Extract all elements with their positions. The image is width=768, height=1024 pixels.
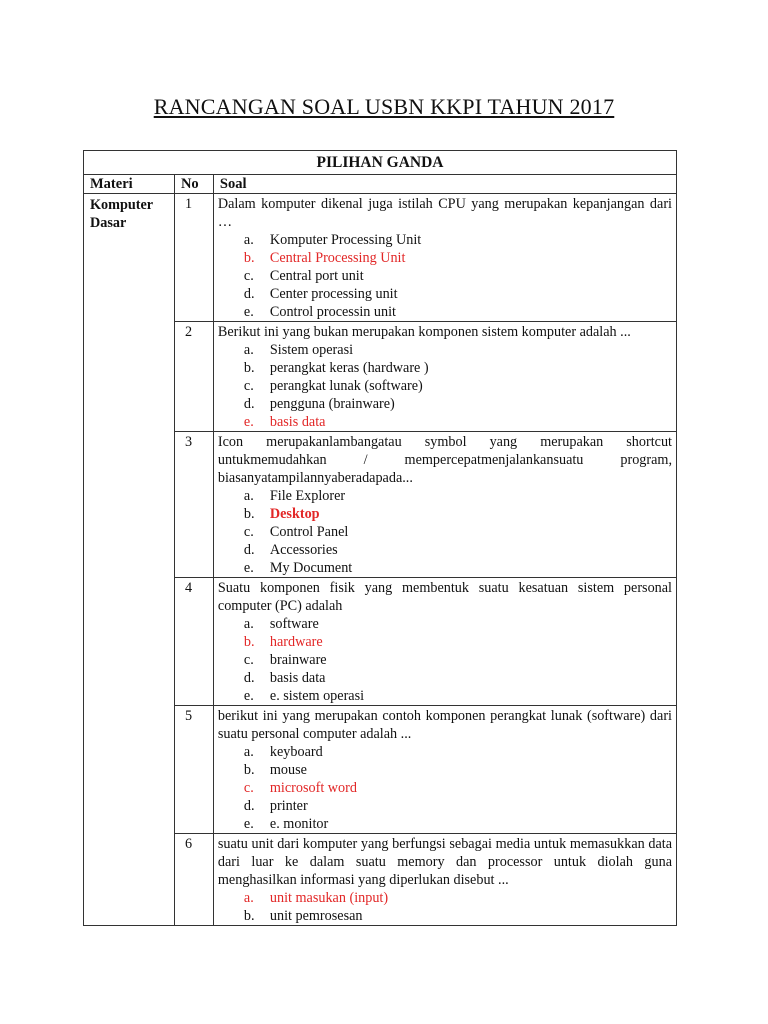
option-list xyxy=(218,487,672,577)
question-number: 3 xyxy=(174,432,213,578)
question-cell xyxy=(213,322,676,432)
column-header-no: No xyxy=(174,175,213,194)
column-header-materi: Materi xyxy=(84,175,175,194)
section-heading: PILIHAN GANDA xyxy=(84,151,677,175)
question-text: Berikut ini yang bukan merupakan komponen sistem komputer adalah ... xyxy=(217,324,631,340)
option-item-correct: e. basis data xyxy=(243,414,326,430)
option-list xyxy=(218,341,672,431)
option-item: b. perangkat keras (hardware ) xyxy=(243,360,429,376)
question-cell xyxy=(213,432,676,578)
option-list xyxy=(218,889,672,925)
option-item: d. pengguna (brainware) xyxy=(243,396,395,412)
option-item-correct: b. Desktop xyxy=(243,506,320,522)
question-cell xyxy=(213,706,676,834)
option-item: e. e. monitor xyxy=(243,816,329,832)
option-item: d. Center processing unit xyxy=(243,286,398,302)
option-item: c. Central port unit xyxy=(243,268,364,284)
option-item: e. e. sistem operasi xyxy=(243,688,365,704)
question-number: 1 xyxy=(174,194,213,322)
option-item: e. My Document xyxy=(243,560,353,576)
option-item-correct: c. microsoft word xyxy=(243,780,357,796)
option-item: b. unit pemrosesan xyxy=(243,908,363,924)
option-item-correct: a. unit masukan (input) xyxy=(243,890,389,906)
option-item: a. software xyxy=(243,616,319,632)
option-item: c. perangkat lunak (software) xyxy=(243,378,423,394)
option-item: b. mouse xyxy=(243,762,307,778)
question-text: Suatu komponen fisik yang membentuk suatu kesatuan sistem personal computer (PC) adalah xyxy=(217,580,672,614)
option-item: c. Control Panel xyxy=(243,524,349,540)
table-row xyxy=(84,194,677,322)
question-number: 5 xyxy=(174,706,213,834)
option-item: a. keyboard xyxy=(243,744,323,760)
option-item: a. Sistem operasi xyxy=(243,342,354,358)
option-item-correct: b. hardware xyxy=(243,634,323,650)
question-text: Icon merupakanlambangatau symbol yang merupakan shortcut untukmemudahkan / mempercepatmenjalankansuatu program, biasanyatampilannyaberadapada... xyxy=(217,434,672,486)
question-cell xyxy=(213,834,676,926)
question-cell xyxy=(213,578,676,706)
option-item: a. File Explorer xyxy=(243,488,346,504)
option-list xyxy=(218,615,672,705)
question-table xyxy=(83,150,677,926)
question-text: suatu unit dari komputer yang berfungsi sebagai media untuk memasukkan data dari luar ke dalam suatu memory dan processor untuk diolah guna menghasilkan informasi yang diperlukan disebut ... xyxy=(217,836,672,888)
question-number: 6 xyxy=(174,834,213,926)
option-item: d. Accessories xyxy=(243,542,338,558)
option-list xyxy=(218,231,672,321)
question-number: 2 xyxy=(174,322,213,432)
column-header-soal: Soal xyxy=(213,175,676,194)
materi-cell: Komputer Dasar xyxy=(84,194,175,926)
question-text: berikut ini yang merupakan contoh komponen perangkat lunak (software) dari suatu personal computer adalah ... xyxy=(217,708,672,742)
option-item: c. brainware xyxy=(243,652,327,668)
option-item: d. basis data xyxy=(243,670,326,686)
option-item: a. Komputer Processing Unit xyxy=(243,232,422,248)
option-item-correct: b. Central Processing Unit xyxy=(243,250,406,266)
document-title: RANCANGAN SOAL USBN KKPI TAHUN 2017 xyxy=(153,94,615,119)
option-item: e. Control processin unit xyxy=(243,304,396,320)
option-list xyxy=(218,743,672,833)
option-item: d. printer xyxy=(243,798,308,814)
question-text: Dalam komputer dikenal juga istilah CPU yang merupakan kepanjangan dari … xyxy=(217,196,672,230)
question-number: 4 xyxy=(174,578,213,706)
question-cell xyxy=(213,194,676,322)
